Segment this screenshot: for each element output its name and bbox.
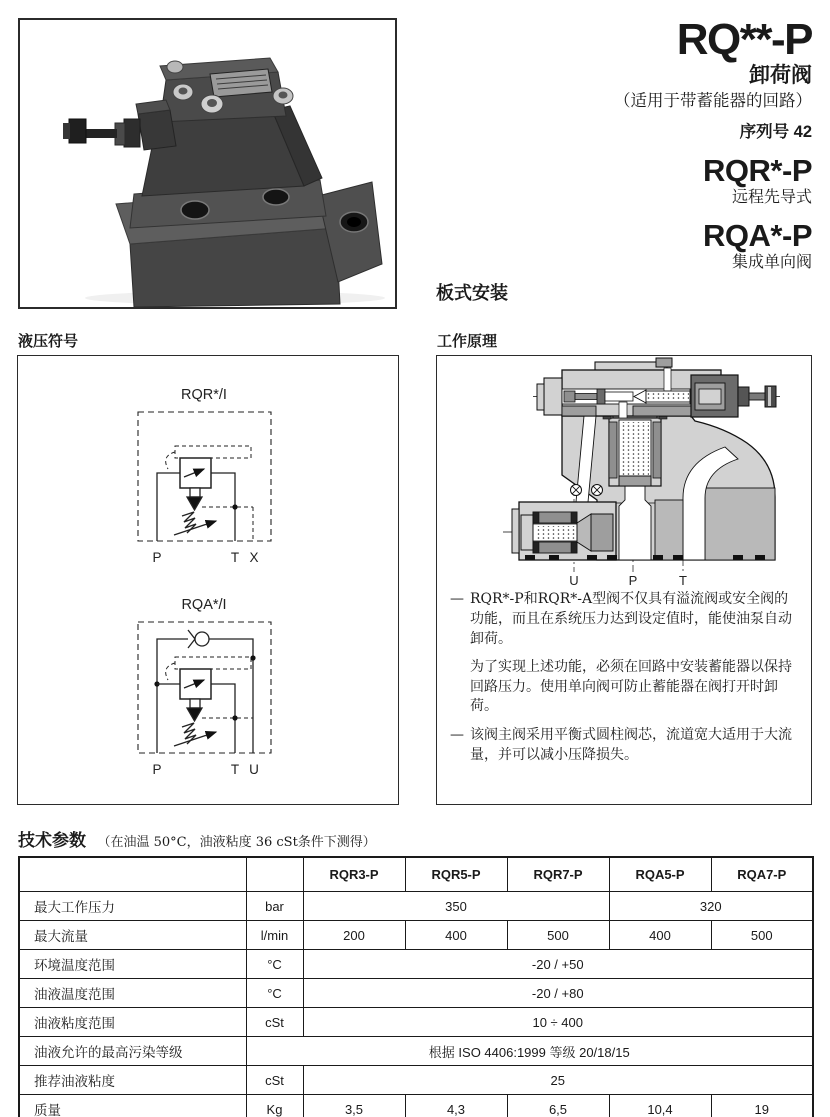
valve-photo-illustration [20, 20, 395, 307]
tech-row-label: 最大流量 [19, 921, 246, 950]
bullet-dash: — [450, 591, 464, 607]
symbol-label-rqa: RQA*/I [181, 597, 227, 613]
tech-cell-value: 10 ÷ 400 [303, 1008, 813, 1037]
tech-cell-value: 320 [609, 892, 813, 921]
port-label-t1: T [230, 550, 240, 565]
tech-cell-value: -20 / +80 [303, 979, 813, 1008]
tech-col-header: RQA5-P [609, 857, 711, 892]
bullet-1-text: RQR*-P和RQR*-A型阀不仅具有溢流阀或安全阀的功能，而且在系统压力达到设定值时，能使油泵自动卸荷。 [470, 591, 792, 647]
symbols-section-title: 液压符号 [18, 333, 79, 350]
principle-notes [437, 590, 811, 766]
tech-row-label: 推荐油液粘度 [19, 1066, 246, 1095]
tech-table-header-row [19, 857, 813, 892]
tech-cell-value: 200 [303, 921, 405, 950]
tech-cell-value: 500 [711, 921, 813, 950]
series-number: 序列号 42 [739, 122, 812, 141]
model-description: 卸荷阀 [749, 63, 812, 87]
title-block [412, 15, 812, 272]
principle-bullet-2 [450, 726, 800, 766]
tech-cell-value: 400 [405, 921, 507, 950]
tech-table-row [19, 921, 813, 950]
section-port-t: T [679, 573, 687, 588]
tech-row-unit: bar [246, 892, 303, 921]
variant-desc-rqa: 集成单向阀 [731, 254, 812, 271]
hydraulic-symbols-diagram [18, 356, 397, 803]
tech-row-unit: °C [246, 979, 303, 1008]
bullet-1-subtext: 为了实现上述功能，必须在回路中安装蓄能器以保持回路压力。使用单向阀可防止蓄能器在阀打开时卸荷。 [470, 658, 792, 715]
tech-cell-value: 6,5 [507, 1095, 609, 1117]
valve-cross-section [437, 356, 811, 592]
tech-row-label: 最大工作压力 [19, 892, 246, 921]
tech-cell-value: 400 [609, 921, 711, 950]
tech-table-row [19, 1066, 813, 1095]
section-port-u: U [569, 573, 579, 588]
port-label-p1: P [152, 550, 162, 565]
tech-row-label: 油液粘度范围 [19, 1008, 246, 1037]
tech-row-unit: cSt [246, 1008, 303, 1037]
bullet-dash: — [450, 727, 464, 744]
tech-table-row [19, 892, 813, 921]
principle-bullet-1 [450, 590, 800, 717]
tech-col-header: RQR5-P [405, 857, 507, 892]
port-label-u2: U [249, 762, 259, 777]
tech-table-row [19, 1008, 813, 1037]
tech-row-label: 质量 [19, 1095, 246, 1117]
principle-section-title: 工作原理 [437, 333, 498, 350]
tech-cell-value: 500 [507, 921, 609, 950]
tech-cell-value: 25 [303, 1066, 813, 1095]
tech-row-unit: cSt [246, 1066, 303, 1095]
tech-table-row [19, 1037, 813, 1066]
section-port-p: P [628, 573, 638, 588]
tech-col-spacer-unit [246, 857, 303, 892]
working-principle-panel [436, 355, 812, 805]
variant-code-rqa: RQA*-P [703, 218, 812, 253]
bullet-2-text: 该阀主阀采用平衡式圆柱阀芯，流道宽大适用于大流量，并可以减小压降损失。 [470, 727, 792, 764]
port-label-p2: P [152, 762, 162, 777]
tech-col-spacer-label [19, 857, 246, 892]
model-note: （适用于带蓄能器的回路） [614, 91, 812, 111]
tech-table-row [19, 979, 813, 1008]
product-photo [18, 18, 397, 309]
tech-cell-value: 350 [303, 892, 609, 921]
tech-table [18, 856, 814, 1117]
symbol-label-rqr: RQR*/I [181, 387, 227, 403]
tech-cell-value: 根据 ISO 4406:1999 等级 20/18/15 [246, 1037, 813, 1066]
tech-cell-value: -20 / +50 [303, 950, 813, 979]
variant-code-rqr: RQR*-P [703, 152, 812, 188]
tech-row-label: 油液温度范围 [19, 979, 246, 1008]
port-label-t2: T [230, 762, 240, 777]
tech-row-unit: l/min [246, 921, 303, 950]
tech-cell-value: 4,3 [405, 1095, 507, 1117]
tech-cell-value: 19 [711, 1095, 813, 1117]
tech-row-label: 环境温度范围 [19, 950, 246, 979]
tech-table-row [19, 1095, 813, 1117]
tech-title: 技术参数 [18, 831, 86, 850]
tech-table-row [19, 950, 813, 979]
tech-col-header: RQA7-P [711, 857, 813, 892]
tech-row-unit: Kg [246, 1095, 303, 1117]
mounting-type-label: 板式安装 [436, 283, 508, 303]
tech-col-header: RQR3-P [303, 857, 405, 892]
variant-desc-rqr: 远程先导式 [731, 188, 812, 206]
tech-col-header: RQR7-P [507, 857, 609, 892]
tech-row-unit: °C [246, 950, 303, 979]
port-label-x1: X [249, 550, 259, 565]
tech-section-header [18, 826, 376, 851]
tech-row-label: 油液允许的最高污染等级 [19, 1037, 246, 1066]
hydraulic-symbols-panel [17, 355, 399, 805]
model-code: RQ**-P [676, 15, 812, 64]
tech-cell-value: 10,4 [609, 1095, 711, 1117]
tech-subtitle: （在油温 50°C，油液粘度 36 cSt条件下测得） [97, 835, 376, 850]
tech-cell-value: 3,5 [303, 1095, 405, 1117]
